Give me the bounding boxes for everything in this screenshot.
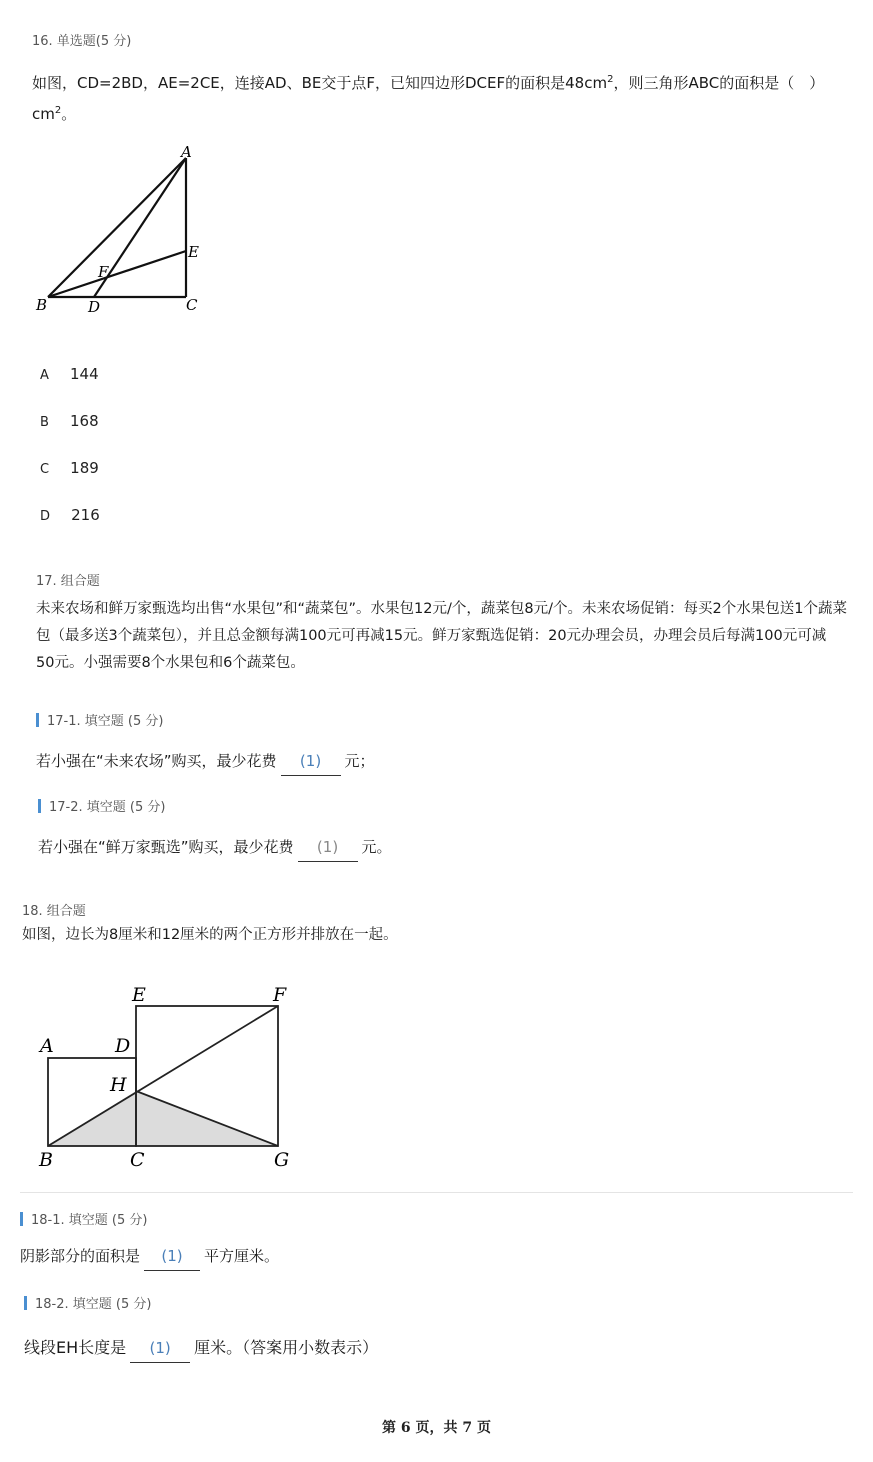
option-a[interactable]	[40, 364, 240, 384]
prompt-text: 若小强在“鲜万家甄选”购买，最少花费	[38, 838, 294, 856]
subheader-text: 17-1. 填空题 (5 分)	[47, 714, 164, 729]
accent-bar	[36, 713, 39, 727]
question-17-1-body	[36, 748, 375, 776]
label-C: C	[130, 1149, 145, 1171]
question-16-header: 16. 单选题(5 分)	[32, 34, 132, 49]
stem-line: 包（最多送3个蔬菜包），并且总金额每满100元可再减15元。鲜万家甄选促销：20元办理会员，办理会员后每满100元可减	[36, 628, 827, 644]
question-18-1-body	[20, 1243, 279, 1271]
question-17-header: 17. 组合题	[36, 574, 100, 589]
prompt-text: 阴影部分的面积是	[20, 1247, 141, 1265]
page-footer: 第 6 页，共 7 页	[382, 1420, 491, 1436]
superscript: 2	[607, 74, 614, 85]
stem-text-end: ，则三角形ABC的面积是（ ）	[613, 74, 825, 92]
prompt-text-end: 元；	[344, 752, 375, 770]
accent-bar	[20, 1212, 23, 1226]
prompt-text: 若小强在“未来农场”购买，最少花费	[36, 752, 277, 770]
label-F: F	[273, 984, 287, 1006]
stem-line: 未来农场和鲜万家甄选均出售“水果包”和“蔬菜包”。水果包12元/个，蔬菜包8元/个。未来农场促销：每买2个水果包送1个蔬菜	[36, 601, 847, 617]
stem-line: 50元。小强需要8个水果包和6个蔬菜包。	[36, 655, 305, 671]
question-18-squares-figure	[30, 980, 310, 1175]
accent-bar	[24, 1296, 27, 1310]
option-letter: C	[40, 462, 50, 477]
question-17-2-body	[38, 834, 392, 862]
accent-bar	[38, 799, 41, 813]
question-18-1-header	[20, 1209, 147, 1228]
stem-text: 如图，CD=2BD，AE=2CE，连接AD、BE交于点F，已知四边形DCEF的面积是48cm	[32, 74, 608, 92]
answer-blank-18-1[interactable]: (1)	[144, 1243, 200, 1271]
subheader-text: 18-2. 填空题 (5 分)	[35, 1297, 152, 1312]
prompt-text-end: 平方厘米。	[204, 1247, 280, 1265]
unit-text: cm	[32, 105, 55, 123]
superscript: 2	[54, 105, 62, 116]
option-letter: D	[40, 509, 51, 524]
option-b[interactable]	[40, 411, 240, 431]
label-G: G	[274, 1149, 290, 1171]
answer-blank-17-1[interactable]: (1)	[281, 748, 341, 776]
subheader-text: 18-1. 填空题 (5 分)	[31, 1213, 148, 1228]
option-value: 216	[71, 506, 100, 524]
answer-blank-18-2[interactable]: (1)	[130, 1335, 190, 1363]
question-18-header: 18. 组合题	[22, 904, 86, 919]
label-B: B	[39, 1149, 53, 1171]
label-A: A	[181, 143, 192, 161]
label-E: E	[132, 984, 146, 1006]
option-d[interactable]	[40, 505, 240, 525]
question-17-1-header	[36, 710, 163, 729]
shaded-region	[48, 1091, 278, 1146]
label-F: F	[98, 263, 109, 281]
label-E: E	[188, 243, 199, 261]
option-letter: A	[40, 368, 49, 383]
question-16-stem	[32, 66, 842, 128]
label-D: D	[115, 1035, 131, 1057]
question-18-2-body	[24, 1334, 378, 1363]
section-divider	[20, 1192, 853, 1193]
question-16-triangle-figure	[28, 140, 218, 320]
answer-blank-17-2[interactable]: (1)	[298, 834, 358, 862]
prompt-text: 线段EH长度是	[24, 1338, 127, 1357]
label-A: A	[40, 1035, 54, 1057]
option-value: 189	[70, 459, 99, 477]
option-c[interactable]	[40, 458, 240, 478]
option-value: 168	[70, 412, 99, 430]
label-B: B	[36, 296, 48, 314]
question-17-2-header	[38, 796, 165, 815]
label-H: H	[110, 1074, 127, 1096]
option-letter: B	[40, 415, 49, 430]
question-18-2-header	[24, 1293, 151, 1312]
question-16-stem-line1	[32, 66, 842, 97]
prompt-text-end: 厘米。（答案用小数表示）	[194, 1338, 379, 1357]
question-16-stem-line2	[32, 97, 842, 128]
period: 。	[61, 105, 77, 123]
question-18-stem: 如图，边长为8厘米和12厘米的两个正方形并排放在一起。	[22, 927, 398, 943]
prompt-text-end: 元。	[361, 838, 392, 856]
question-17-stem	[36, 596, 866, 677]
label-C: C	[186, 296, 198, 314]
label-D: D	[88, 298, 101, 316]
subheader-text: 17-2. 填空题 (5 分)	[49, 800, 166, 815]
option-value: 144	[70, 365, 99, 383]
